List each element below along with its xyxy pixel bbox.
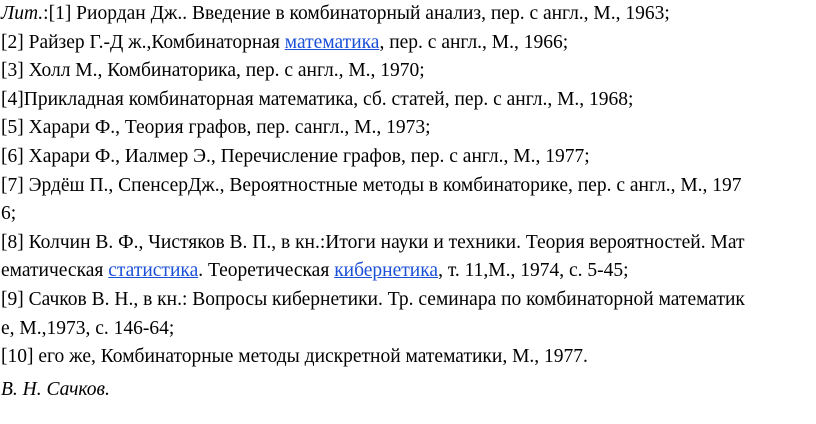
reference-8-text-mid: . Теоретическая (198, 260, 335, 282)
reference-5: [5] Харари Ф., Теория графов, пер. сангл., М., 1973; (1, 117, 431, 139)
link-statistika[interactable]: статистика (108, 260, 199, 282)
reference-8-text-before: ематическая (1, 260, 109, 282)
reference-8-line-1: [8] Колчин В. Ф., Чистяков В. П., в кн.:Итоги науки и техники. Теория вероятностей. Мат (1, 231, 745, 253)
reference-7-line-2: 6; (1, 203, 17, 225)
reference-8-line-2 (1, 257, 816, 286)
link-matematika[interactable]: математика (284, 31, 380, 53)
references-list (1, 0, 816, 372)
author-signature: В. Н. Сачков. (1, 379, 110, 400)
reference-1 (1, 0, 816, 29)
reference-9-line-2: е, М.,1973, с. 146-64; (1, 317, 175, 339)
reference-10: [10] его же, Комбинаторные методы дискретной математики, М., 1977. (1, 346, 588, 368)
reference-2-text-before: [2] Райзер Г.-Д ж.,Комбинаторная (1, 31, 285, 53)
link-kibernetika[interactable]: кибернетика (334, 260, 439, 282)
reference-4: [4]Прикладная комбинаторная математика, сб. статей, пер. с англ., М., 1968; (1, 88, 634, 110)
reference-9-line-1: [9] Сачков В. Н., в кн.: Вопросы кибернетики. Тр. семинара по комбинаторной математик (1, 288, 745, 310)
reference-1-text: :[1] Риордан Дж.. Введение в комбинаторный анализ, пер. с англ., М., 1963; (43, 3, 670, 24)
reference-3: [3] Холл М., Комбинаторика, пер. с англ., М., 1970; (1, 60, 425, 82)
reference-8-text-after: , т. 11,М., 1974, с. 5-45; (438, 260, 629, 282)
lit-label: Лит. (1, 3, 44, 24)
reference-2 (1, 29, 816, 58)
reference-2-text-after: , пер. с англ., М., 1966; (379, 31, 569, 53)
reference-7-line-1: [7] Эрдёш П., СпенсерДж., Вероятностные методы в комбинаторике, пер. с англ., М., 197 (1, 174, 742, 196)
reference-6: [6] Харари Ф., Иалмер Э., Перечисление графов, пер. с англ., М., 1977; (1, 145, 590, 167)
